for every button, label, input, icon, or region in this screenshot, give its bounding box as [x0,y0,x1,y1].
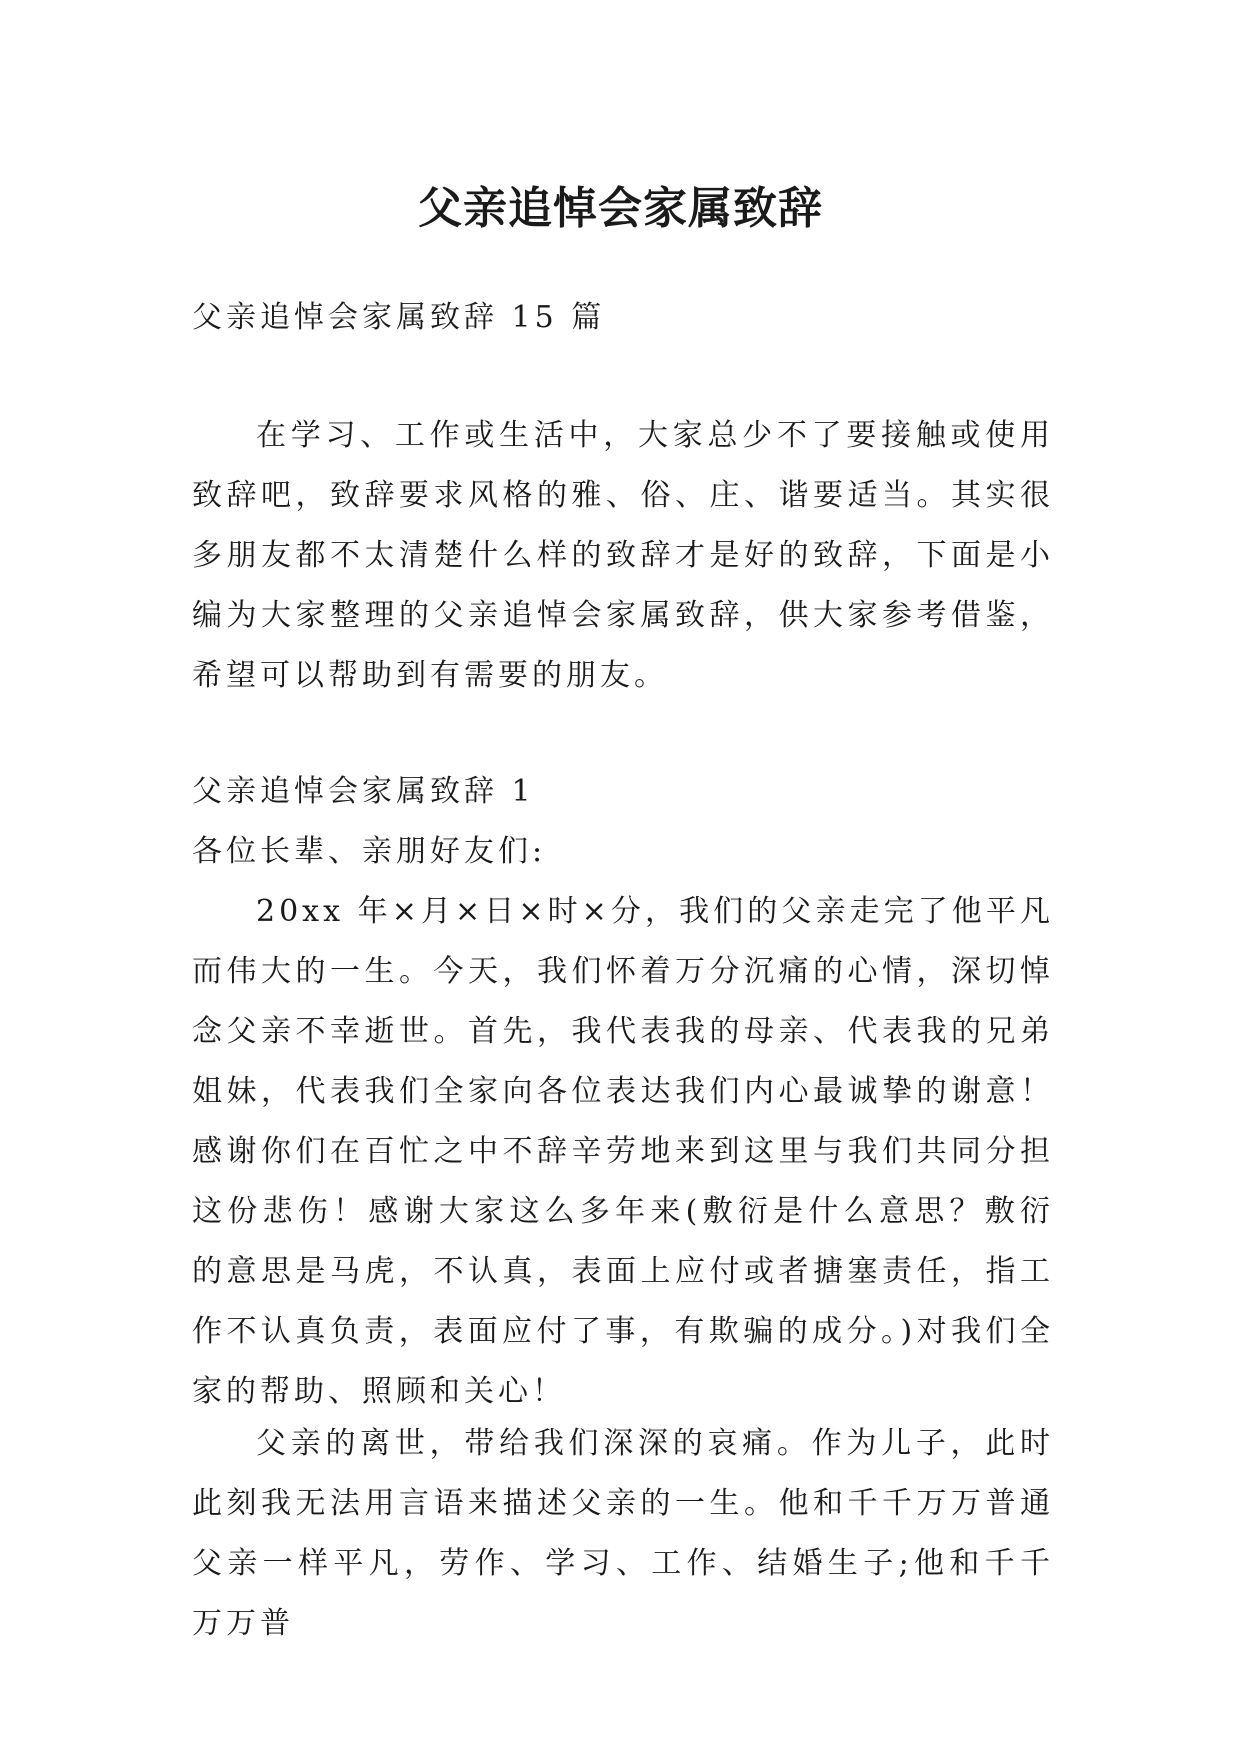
body-paragraph: 20xx 年×月×日×时×分，我们的父亲走完了他平凡而伟大的一生。今天，我们怀着万分沉痛的心情，深切悼念父亲不幸逝世。首先，我代表我的母亲、代表我的兄弟姐妹，代表我们全家向各位表达我们内心最诚挚的谢意！感谢你们在百忙之中不辞辛劳地来到这里与我们共同分担这份悲伤！感谢大家这么多年来(敷衍是什么意思？敷衍的意思是马虎，不认真，表面上应付或者搪塞责任，指工作不认真负责，表面应付了事，有欺骗的成分。)对我们全家的帮助、照顾和关心！ [192,894,1054,1409]
greeting-line: 各位长辈、亲朋好友们: [192,834,547,869]
document-subtitle: 父亲追悼会家属致辞 15 篇 [192,300,606,335]
page-title: 父亲追悼会家属致辞 [418,183,823,235]
section-heading: 父亲追悼会家属致辞 1 [192,774,535,809]
body-paragraph: 父亲的离世，带给我们深深的哀痛。作为儿子，此时此刻我无法用言语来描述父亲的一生。他和千千万万普通父亲一样平凡，劳作、学习、工作、结婚生子;他和千千万万普 [192,1426,1054,1641]
intro-paragraph: 在学习、工作或生活中，大家总少不了要接触或使用致辞吧，致辞要求风格的雅、俗、庄、谐要适当。其实很多朋友都不太清楚什么样的致辞才是好的致辞，下面是小编为大家整理的父亲追悼会家属致辞，供大家参考借鉴，希望可以帮助到有需要的朋友。 [192,418,1054,693]
